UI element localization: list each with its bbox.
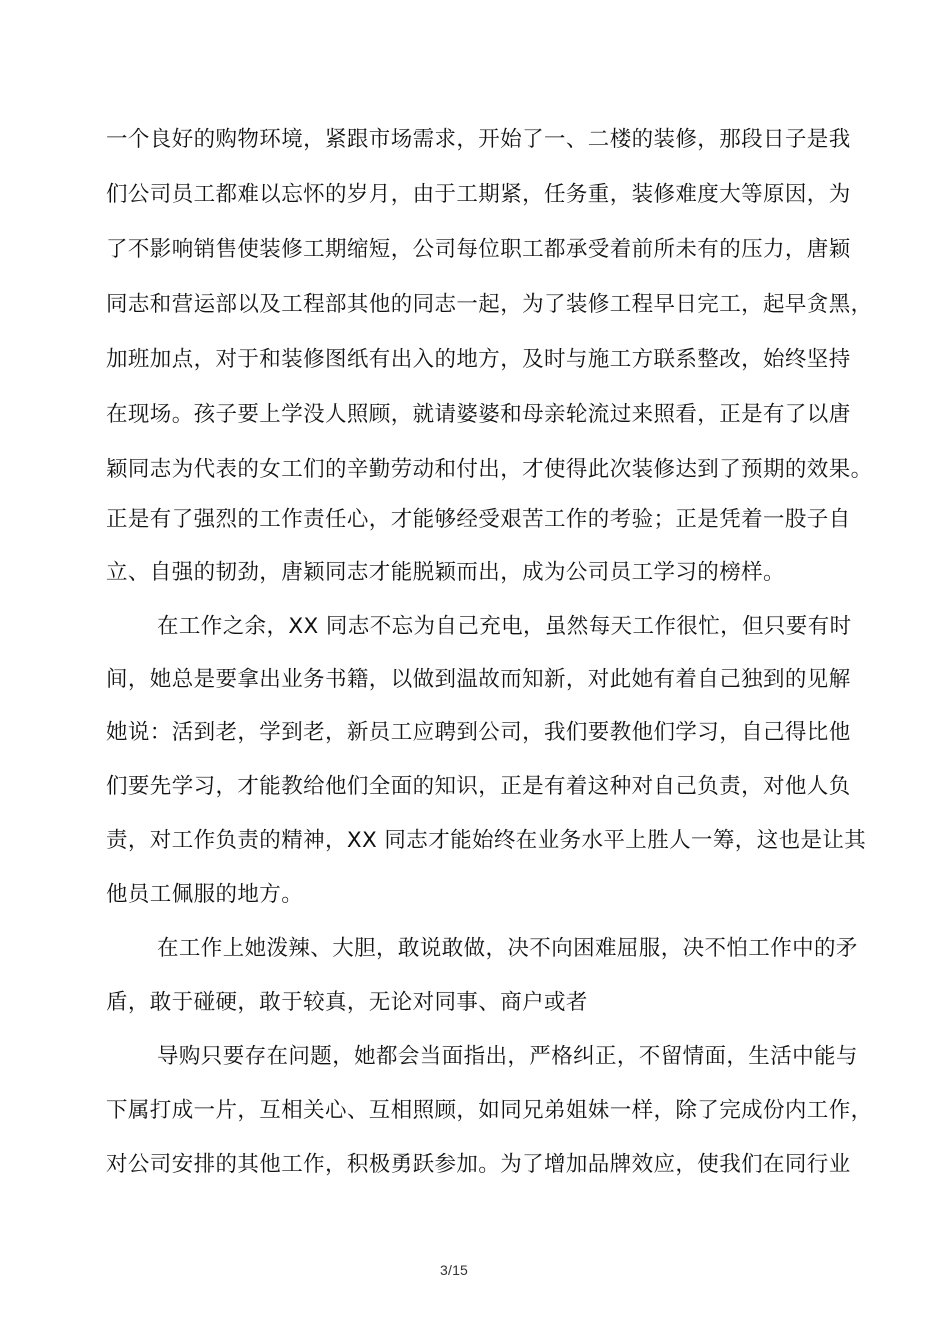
text-line: 加班加点，对于和装修图纸有出入的地方，及时与施工方联系整改，始终坚持: [106, 347, 851, 372]
text-line: 们公司员工都难以忘怀的岁月，由于工期紧，任务重，装修难度大等原因，为: [106, 182, 851, 207]
paragraph-first-line: 在工作之余，XX 同志不忘为自己充电，虽然每天工作很忙，但只要有时: [157, 614, 852, 639]
text-line: 一个良好的购物环境，紧跟市场需求，开始了一、二楼的装修，那段日子是我: [106, 127, 851, 152]
text-line: 在现场。孩子要上学没人照顾，就请婆婆和母亲轮流过来照看，正是有了以唐: [106, 402, 851, 427]
text-line: 同志和营运部以及工程部其他的同志一起，为了装修工程早日完工，起早贪黑，: [106, 292, 873, 317]
text-line: 正是有了强烈的工作责任心，才能够经受艰苦工作的考验；正是凭着一股子自: [106, 507, 851, 532]
text-line: 对公司安排的其他工作，积极勇跃参加。为了增加品牌效应，使我们在同行业: [106, 1152, 851, 1177]
text-line: 了不影响销售使装修工期缩短，公司每位职工都承受着前所未有的压力，唐颖: [106, 237, 851, 262]
text-line: 间，她总是要拿出业务书籍，以做到温故而知新，对此她有着自己独到的见解: [106, 667, 851, 692]
text-line: 她说：活到老，学到老，新员工应聘到公司，我们要教他们学习，自己得比他: [106, 720, 851, 745]
text-line: 立、自强的韧劲，唐颖同志才能脱颖而出，成为公司员工学习的榜样。: [106, 560, 785, 585]
text-line: 责，对工作负责的精神，XX 同志才能始终在业务水平上胜人一筹，这也是让其: [106, 828, 867, 853]
text-line: 颖同志为代表的女工们的辛勤劳动和付出，才使得此次装修达到了预期的效果。: [106, 457, 873, 482]
text-line: 们要先学习，才能教给他们全面的知识，正是有着这种对自己负责，对他人负: [106, 774, 851, 799]
paragraph-first-line: 导购只要存在问题，她都会当面指出，严格纠正，不留情面，生活中能与: [157, 1044, 858, 1069]
text-line: 他员工佩服的地方。: [106, 882, 304, 907]
paragraph-first-line: 在工作上她泼辣、大胆，敢说敢做，决不向困难屈服，决不怕工作中的矛: [157, 936, 858, 961]
text-line: 下属打成一片，互相关心、互相照顾，如同兄弟姐妹一样，除了完成份内工作，: [106, 1098, 873, 1123]
text-line: 盾，敢于碰硬，敢于较真，无论对同事、商户或者: [106, 990, 588, 1015]
page-number: 3/15: [440, 1262, 469, 1278]
